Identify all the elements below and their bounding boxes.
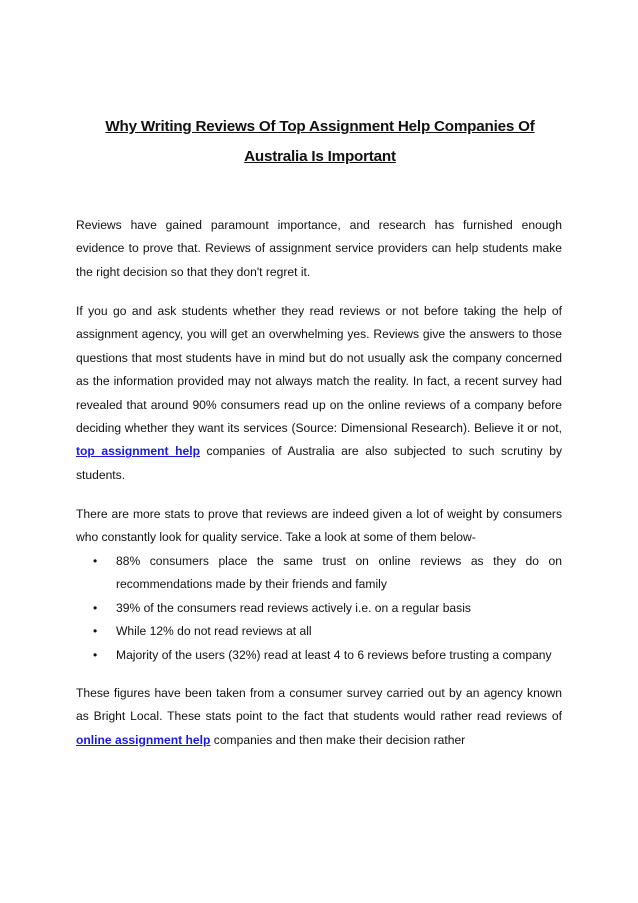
paragraph-bright-local	[76, 682, 562, 752]
list-item: • While 12% do not read reviews at all	[76, 620, 562, 643]
paragraph-survey-text: If you go and ask students whether they read reviews or not before taking the help of assignment agency, you will get an overwhelming yes. Reviews give the answers to those questions that most students have in mind but do not usually ask the company concerned as the information provided may not always match the reality. In fact, a recent survey had revealed that around 90% consumers read up on the online reviews of a company before deciding whether they want its services (Source: Dimensional Research). Believe it or not,	[76, 304, 562, 436]
paragraph-survey	[76, 300, 562, 487]
stats-bullet-list	[76, 550, 562, 667]
title-line-2: Australia Is Important	[244, 148, 396, 165]
document-body	[76, 214, 562, 768]
list-item: • 88% consumers place the same trust on online reviews as they do on recommendations made by their friends and family	[76, 550, 562, 597]
paragraph-intro: Reviews have gained paramount importance, and research has furnished enough evidence to prove that. Reviews of assignment service providers can help students make the right decision so that they don't regret it.	[76, 218, 562, 279]
top-assignment-help-link[interactable]: top assignment help	[76, 444, 200, 459]
paragraph-bright-local-text-end: companies and then make their decision rather	[213, 732, 466, 747]
document-title	[60, 112, 580, 172]
online-assignment-help-link[interactable]: online assignment help	[76, 732, 211, 747]
title-line-1: Why Writing Reviews Of Top Assignment Help Companies Of	[105, 118, 535, 135]
paragraph-bright-local-text: These figures have been taken from a consumer survey carried out by an agency known as Bright Local. These stats point to the fact that students would rather read reviews of	[76, 685, 562, 724]
paragraph-stats: There are more stats to prove that reviews are indeed given a lot of weight by consumers who constantly look for quality service. Take a look at some of them below-	[76, 507, 562, 545]
list-item: • 39% of the consumers read reviews actively i.e. on a regular basis	[76, 597, 562, 620]
list-item: • Majority of the users (32%) read at least 4 to 6 reviews before trusting a company	[76, 644, 562, 667]
paragraph-survey-text-end: companies of Australia are also subjected to such scrutiny by students.	[76, 444, 562, 482]
